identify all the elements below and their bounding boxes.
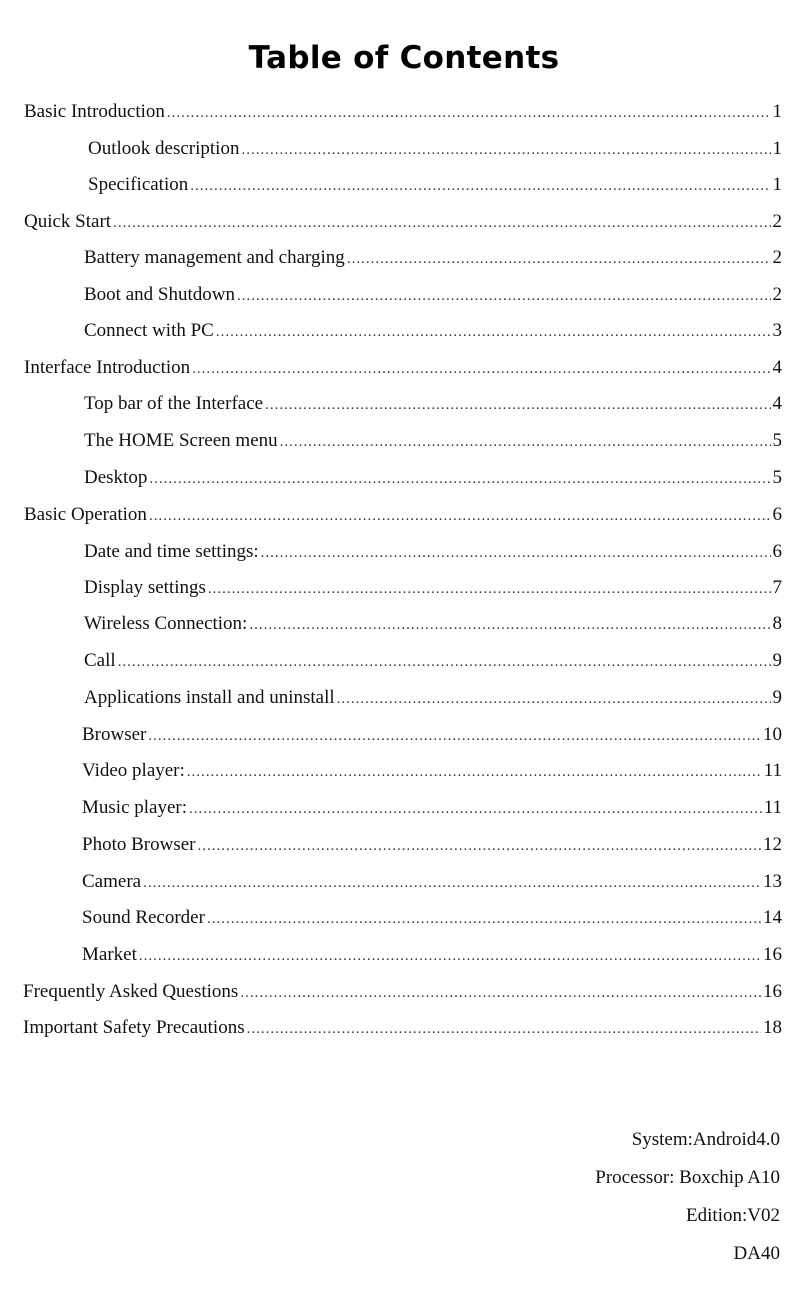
toc-entry-page: 10 — [763, 724, 782, 745]
dot-leader — [241, 132, 770, 167]
dot-leader — [149, 461, 770, 496]
toc-entry-page: 16 — [763, 981, 782, 1002]
toc-entry-outlook-description[interactable] — [88, 131, 782, 167]
toc-entry-page: 6 — [772, 541, 782, 562]
toc-entry-page: 6 — [772, 504, 782, 525]
edition-info: Edition:V02 — [686, 1205, 780, 1226]
dot-leader — [187, 754, 762, 789]
toc-entry-basic-introduction[interactable] — [24, 94, 782, 130]
toc-entry-page: 14 — [763, 907, 782, 928]
toc-entry-faq[interactable] — [23, 974, 782, 1010]
model-info: DA40 — [733, 1243, 780, 1264]
toc-entry-label: Camera — [82, 871, 142, 892]
device-info — [595, 1121, 780, 1273]
dot-leader — [167, 95, 771, 130]
toc-entry-page: 4 — [772, 393, 782, 414]
toc-entry-home-screen-menu[interactable] — [84, 423, 782, 459]
toc-entry-label: Music player: — [82, 797, 188, 818]
toc-entry-page: 18 — [763, 1017, 782, 1038]
toc-entry-page: 2 — [772, 211, 782, 232]
toc-entry-applications-install[interactable] — [84, 680, 782, 716]
toc-entry-label: Quick Start — [24, 211, 112, 232]
page-title: Table of Contents — [248, 40, 560, 76]
toc-entry-wireless-connection[interactable] — [84, 606, 782, 642]
toc-entry-safety-precautions[interactable] — [23, 1010, 782, 1046]
toc-entry-label: Call — [84, 650, 116, 671]
dot-leader — [240, 975, 761, 1010]
toc-entry-top-bar[interactable] — [84, 386, 782, 422]
toc-entry-quick-start[interactable] — [24, 204, 782, 240]
dot-leader — [190, 168, 770, 203]
dot-leader — [216, 314, 771, 349]
toc-entry-label: Browser — [82, 724, 147, 745]
dot-leader — [139, 938, 761, 973]
toc-entry-sound-recorder[interactable] — [82, 900, 782, 936]
toc-entry-video-player[interactable] — [82, 753, 782, 789]
toc-entry-label: Specification — [88, 174, 189, 195]
dot-leader — [192, 351, 770, 386]
toc-entry-display-settings[interactable] — [84, 570, 782, 606]
dot-leader — [118, 644, 771, 679]
dot-leader — [237, 278, 771, 313]
dot-leader — [247, 1011, 761, 1046]
toc-entry-battery-management[interactable] — [84, 240, 782, 276]
toc-entry-page: 12 — [763, 834, 782, 855]
toc-entry-label: Market — [82, 944, 137, 965]
toc-entry-label: Date and time settings: — [84, 541, 259, 562]
toc-entry-label: Top bar of the Interface — [84, 393, 264, 414]
processor-info: Processor: Boxchip A10 — [595, 1167, 780, 1188]
toc-entry-page: 9 — [772, 650, 782, 671]
toc-entry-label: Interface Introduction — [24, 357, 191, 378]
toc-entry-label: Sound Recorder — [82, 907, 205, 928]
toc-entry-date-and-time[interactable] — [84, 534, 782, 570]
toc-entry-page: 9 — [772, 687, 782, 708]
dot-leader — [208, 571, 771, 606]
dot-leader — [337, 681, 771, 716]
dot-leader — [143, 865, 761, 900]
toc-entry-page: 4 — [772, 357, 782, 378]
toc-entry-label: Connect with PC — [84, 320, 214, 341]
toc-entry-page: 3 — [772, 320, 782, 341]
toc-entry-label: Wireless Connection: — [84, 613, 248, 634]
toc-entry-market[interactable] — [82, 937, 782, 973]
toc-entry-label: Desktop — [84, 467, 148, 488]
dot-leader — [148, 718, 761, 753]
toc-entry-label: Important Safety Precautions — [23, 1017, 245, 1038]
toc-entry-label: Video player: — [82, 760, 185, 781]
system-info: System:Android4.0 — [631, 1129, 780, 1150]
dot-leader — [347, 241, 771, 276]
dot-leader — [261, 535, 771, 570]
dot-leader — [265, 387, 770, 422]
toc-entry-call[interactable] — [84, 643, 782, 679]
toc-entry-label: Outlook description — [88, 138, 240, 159]
toc-entry-label: Boot and Shutdown — [84, 284, 235, 305]
toc-entry-page: 7 — [772, 577, 782, 598]
dot-leader — [113, 205, 770, 240]
toc-entry-photo-browser[interactable] — [82, 827, 782, 863]
dot-leader — [280, 424, 771, 459]
toc-entry-music-player[interactable] — [82, 790, 782, 826]
toc-entry-page: 11 — [763, 760, 782, 781]
dot-leader — [249, 607, 770, 642]
toc-entry-page: 1 — [772, 138, 782, 159]
toc-entry-browser[interactable] — [82, 717, 782, 753]
toc-entry-label: Display settings — [84, 577, 206, 598]
toc-entry-specification[interactable] — [88, 167, 782, 203]
toc-entry-label: The HOME Screen menu — [84, 430, 278, 451]
toc-entry-camera[interactable] — [82, 864, 782, 900]
toc-entry-page: 5 — [772, 430, 782, 451]
dot-leader — [197, 828, 761, 863]
toc-entry-basic-operation[interactable] — [24, 497, 782, 533]
toc-entry-page: 8 — [772, 613, 782, 634]
toc-entry-page: 2 — [772, 284, 782, 305]
toc-entry-page: 13 — [763, 871, 782, 892]
toc-entry-label: Basic Introduction — [24, 101, 165, 122]
toc-entry-label: Frequently Asked Questions — [23, 981, 239, 1002]
dot-leader — [149, 498, 771, 533]
dot-leader — [207, 901, 761, 936]
toc-entry-interface-introduction[interactable] — [24, 350, 782, 386]
toc-entry-page: 16 — [763, 944, 782, 965]
toc-entry-label: Applications install and uninstall — [84, 687, 335, 708]
toc-entry-page: 1 — [772, 174, 782, 195]
toc-entry-desktop[interactable] — [84, 460, 782, 496]
toc-entry-boot-and-shutdown[interactable] — [84, 277, 782, 313]
toc-entry-label: Battery management and charging — [84, 247, 345, 268]
toc-entry-page: 1 — [772, 101, 782, 122]
toc-entry-page: 5 — [772, 467, 782, 488]
toc-entry-page: 11 — [763, 797, 782, 818]
toc-entry-label: Photo Browser — [82, 834, 196, 855]
toc-entry-page: 2 — [772, 247, 782, 268]
toc-entry-connect-with-pc[interactable] — [84, 313, 782, 349]
toc-entry-label: Basic Operation — [24, 504, 147, 525]
dot-leader — [189, 791, 762, 826]
